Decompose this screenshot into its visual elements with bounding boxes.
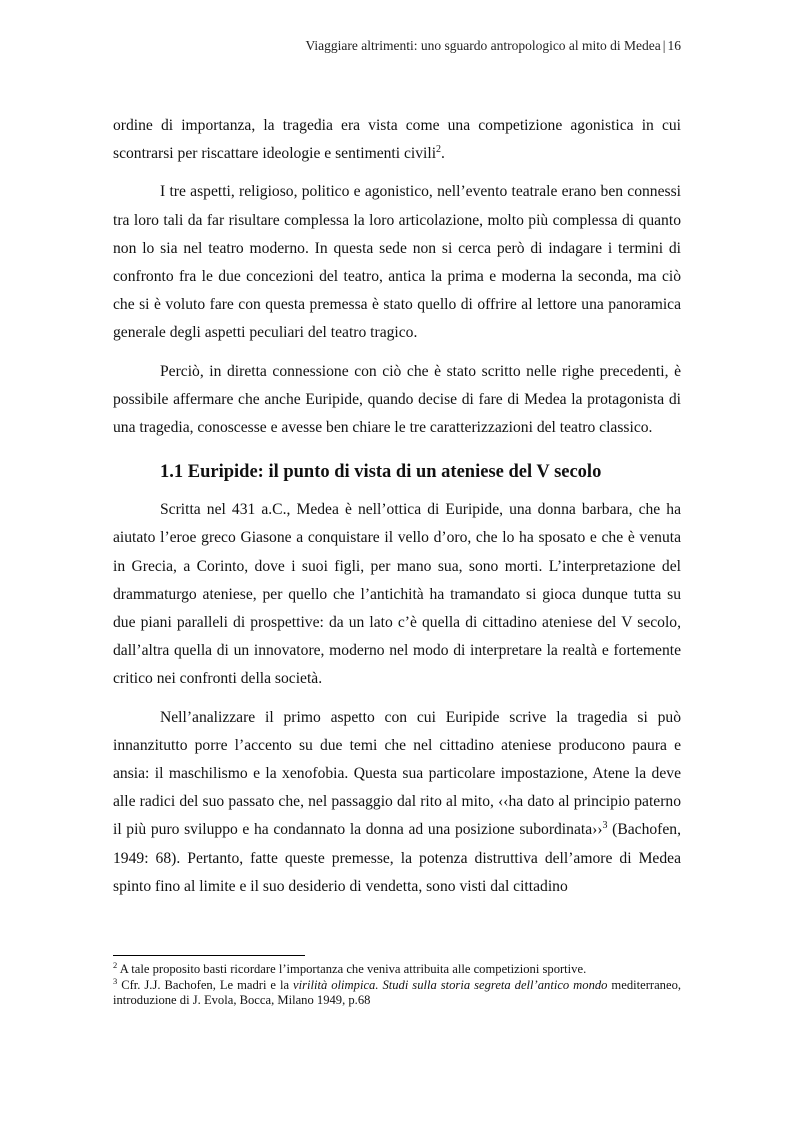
paragraph-2: I tre aspetti, religioso, politico e agonistico, nell’evento teatrale erano ben connessi tra loro tali da far risultare complessa la loro articolazione, molto più complessa di quanto non lo sia nel teatro moderno. In questa sede non si cerca però di indagare i termini di confronto fra le due concezioni del teatro, antica la prima e moderna la seconda, ma ciò che si è voluto fare con questa premessa è stato quello di offrire al lettore una panoramica generale degli aspetti peculiari del teatro tragico.: [113, 183, 681, 342]
footnote-ref-3: 3: [602, 820, 608, 832]
header-title: Viaggiare altrimenti: uno sguardo antropologico al mito di Medea: [305, 38, 661, 53]
footnote-3-text-end: mediterraneo, introduzione di J. Evola, Bocca, Milano 1949, p.68: [113, 977, 682, 1007]
paragraph-1: [113, 112, 681, 168]
footnote-2-mark: 2: [113, 959, 118, 970]
paragraph-5-text: Nell’analizzare il primo aspetto con cui Euripide scrive la tragedia si può innanzitutto porre l’accento su due temi che nel cittadino ateniese producono paura e ansia: il maschilismo e la xenofobia. Questa sua particolare impostazione, Atene la deve alle radici del suo passato che, nel passaggio dal rito al mito, ‹‹ha dato al principio paterno il più puro sviluppo e ha condannato la donna ad una posizione subordinata››: [113, 708, 681, 839]
section-heading: 1.1 Euripide: il punto di vista di un ateniese del V secolo: [160, 462, 602, 483]
footnote-ref-2: 2: [436, 144, 442, 156]
footnote-3: [113, 975, 682, 1009]
footnote-3-mark: 3: [113, 975, 118, 986]
footnote-3-italic-title: virilità olimpica. Studi sulla storia segreta dell’antico mondo: [293, 977, 608, 992]
paragraph-4: Scritta nel 431 a.C., Medea è nell’ottica di Euripide, una donna barbara, che ha aiutato l’eroe greco Giasone a conquistare il vello d’oro, che lo ha sposato e che è venuta in Grecia, a Corinto, dove i suoi figli, per mano sua, sono morti. L’interpretazione del drammaturgo ateniese, per quello che l’antichità ha tramandato si gioca dunque tutta su due piani paralleli di prospettive: da un lato c’è quella di cittadino ateniese del V secolo, dall’altra quella di un innovatore, moderno nel modo di interpretare la realtà e fortemente critico nei confronti della società.: [113, 501, 681, 688]
footnote-2-text: A tale proposito basti ricordare l’importanza che veniva attribuita alle competizioni sportive.: [117, 962, 587, 976]
footnote-2: [113, 959, 681, 978]
paragraph-5-continuation: (Bachofen, 1949: 68). Pertanto, fatte queste premesse, la potenza distruttiva dell’amore di Medea spinto fino al limite e il suo desiderio di vendetta, sono visti dal cittadino: [113, 821, 681, 895]
paragraph-3: Perciò, in diretta connessione con ciò che è stato scritto nelle righe precedenti, è possibile affermare che anche Euripide, quando decise di fare di Medea la protagonista di una tragedia, conoscesse e avesse ben chiare le tre caratterizzazioni del teatro classico.: [113, 362, 681, 437]
footnote-divider: [113, 955, 305, 956]
page-number: 16: [667, 38, 681, 53]
running-header: [305, 38, 681, 54]
header-separator: |: [662, 38, 666, 53]
footnote-3-text: Cfr. J.J. Bachofen, Le madri e la: [117, 977, 294, 992]
paragraph-5: [113, 704, 681, 901]
paragraph-1-end: .: [441, 145, 445, 163]
body-text: [113, 112, 681, 911]
paragraph-1-text: ordine di importanza, la tragedia era vista come una competizione agonistica in cui scontrarsi per riscattare ideologie e sentimenti civili: [113, 117, 681, 163]
footnotes: [113, 959, 682, 1009]
